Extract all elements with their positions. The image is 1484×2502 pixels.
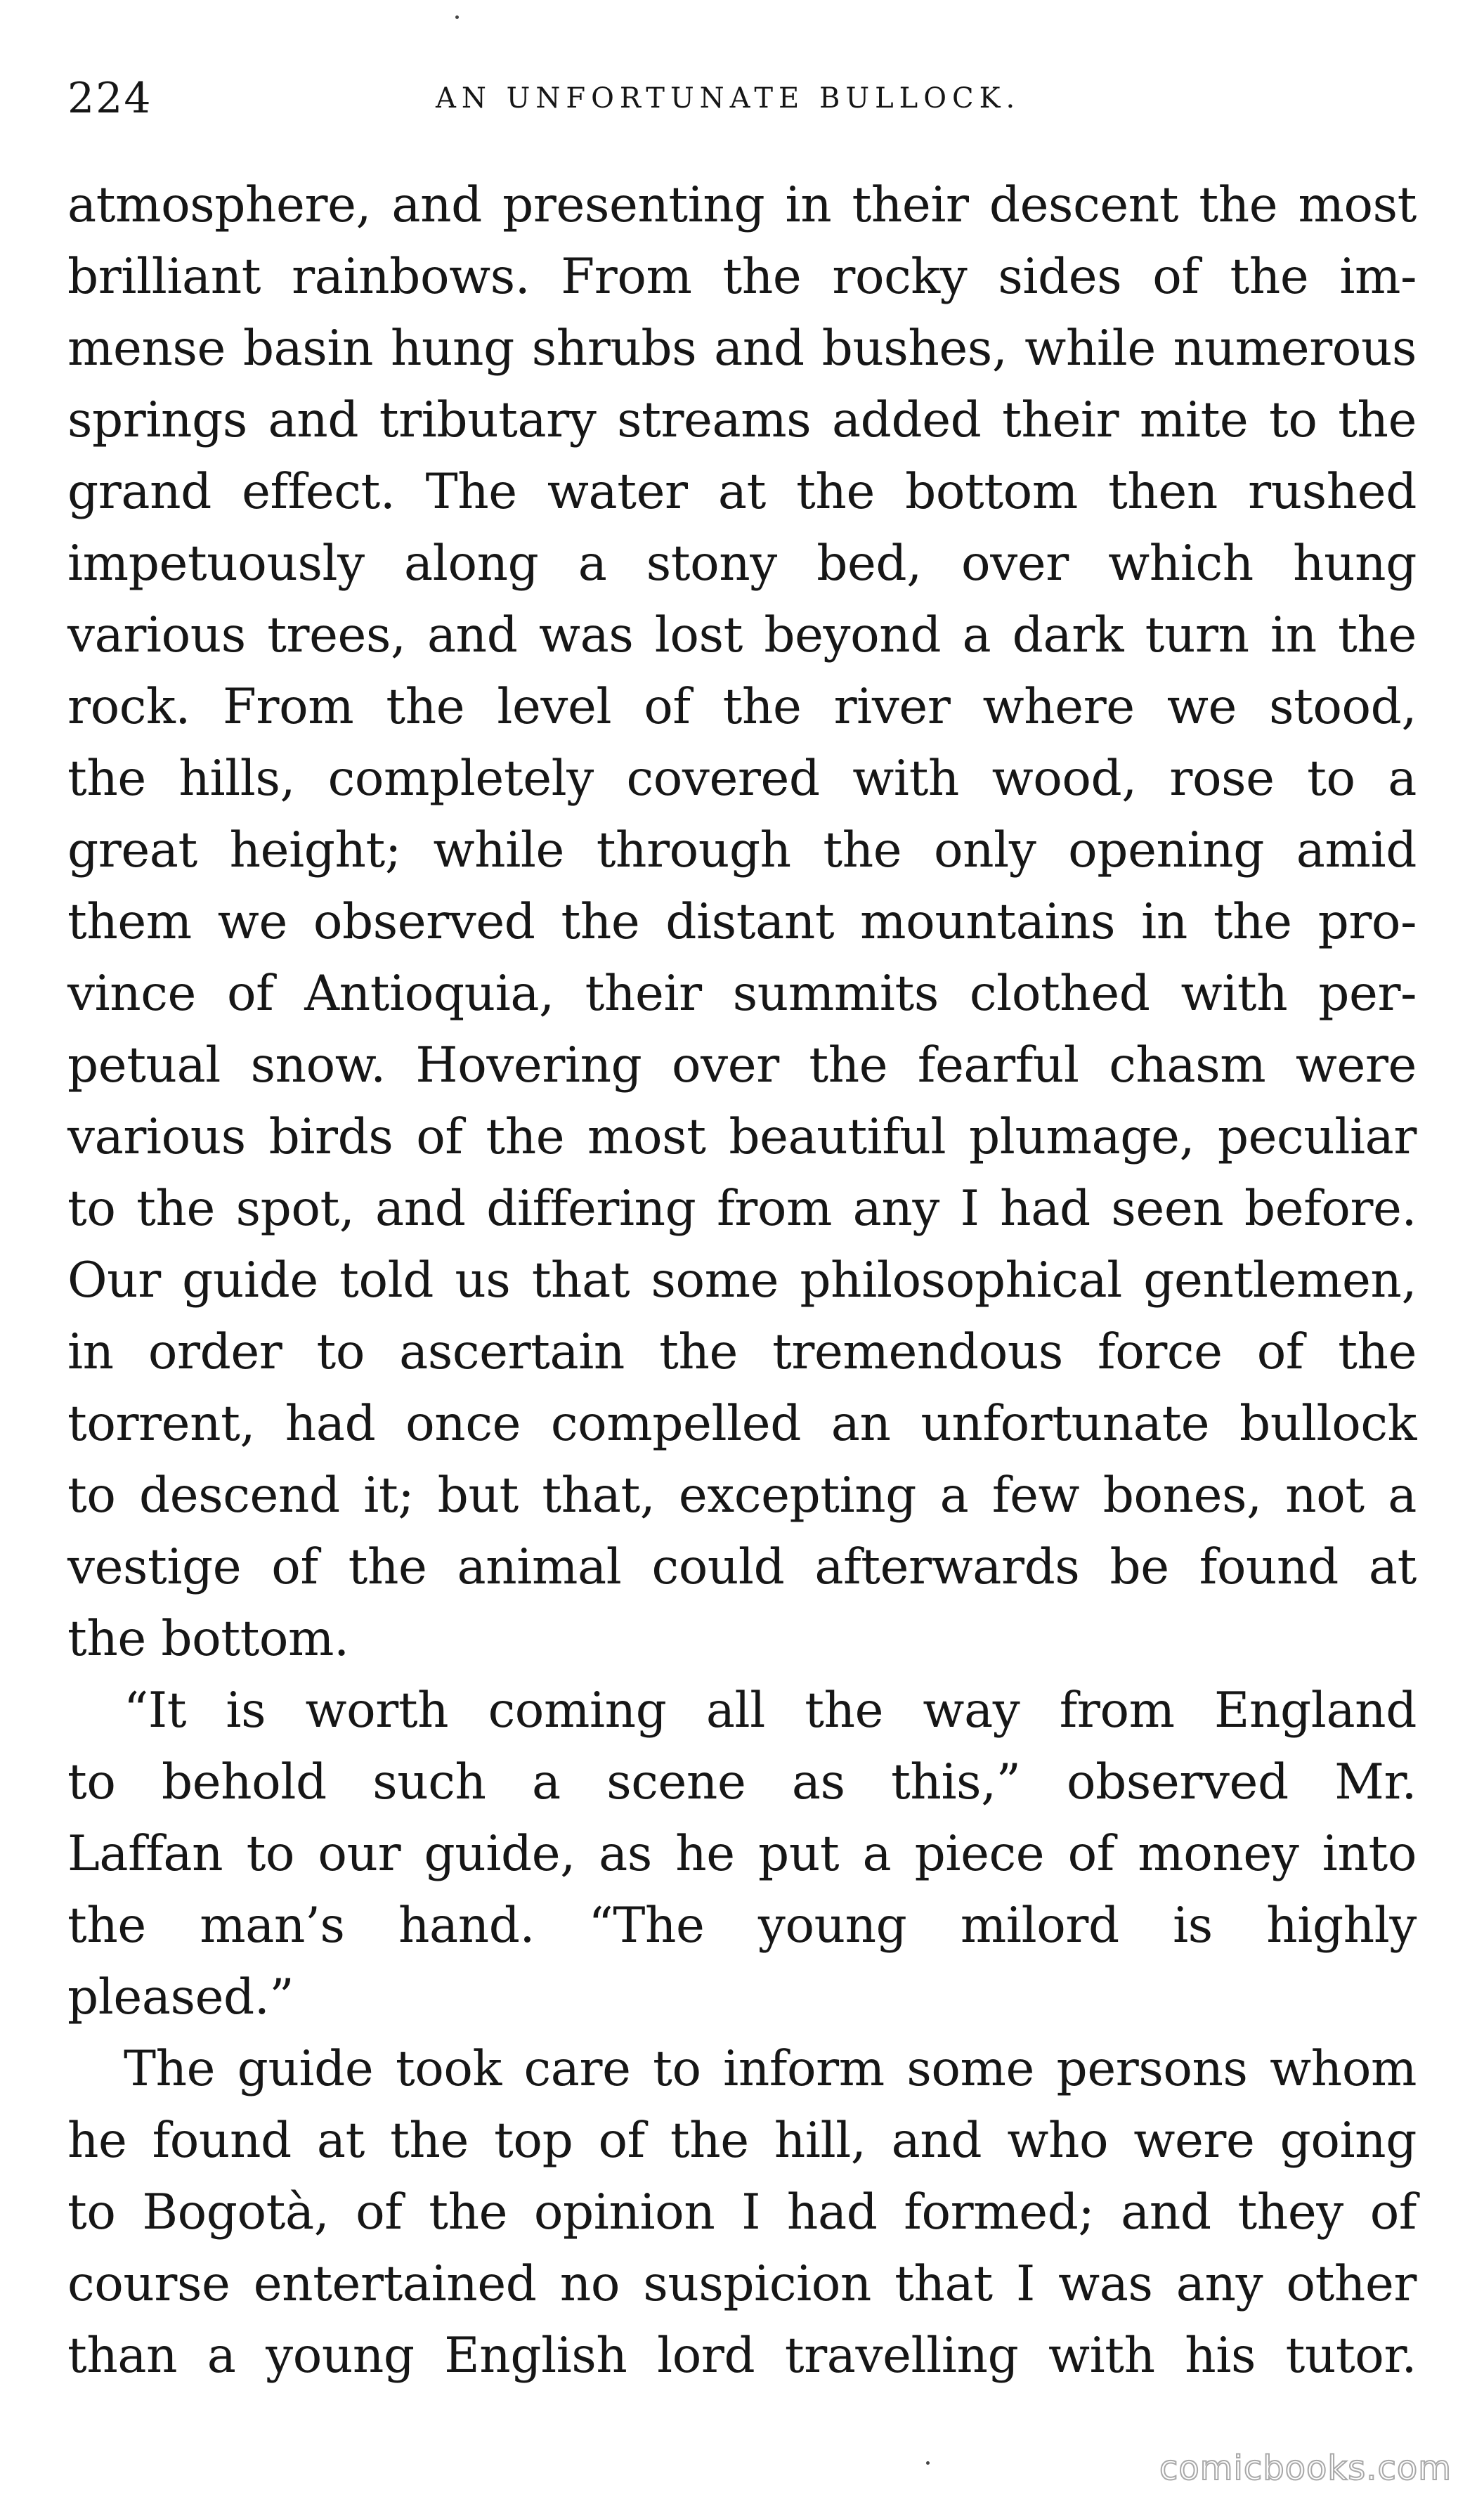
text-line: brilliant rainbows. From the rocky sides of the im- (67, 249, 1417, 305)
text-line: “It is worth coming all the way from England (124, 1683, 1417, 1739)
text-line: the hills, completely covered with wood, rose to a (67, 751, 1417, 807)
text-line: various birds of the most beautiful plumage, peculiar (67, 1109, 1417, 1165)
text-line: he found at the top of the hill, and who were going (67, 2113, 1417, 2169)
text-line: than a young English lord travelling with his tutor. (67, 2328, 1417, 2384)
text-line: to the spot, and differing from any I had seen before. (67, 1181, 1417, 1237)
text-line: course entertained no suspicion that I was any other (67, 2256, 1417, 2312)
text-line: various trees, and was lost beyond a dark turn in the (67, 607, 1417, 663)
text-line: petual snow. Hovering over the fearful chasm were (67, 1037, 1417, 1094)
text-line: torrent, had once compelled an unfortunate bullock (67, 1396, 1417, 1452)
running-title: AN UNFORTUNATE BULLOCK. (436, 82, 1021, 115)
text-line: impetuously along a stony bed, over which hung (67, 536, 1417, 592)
page-header (67, 67, 1417, 130)
text-line: to Bogotà, of the opinion I had formed; and they of (67, 2184, 1417, 2241)
text-line: atmosphere, and presenting in their descent the most (67, 177, 1417, 233)
text-line: vince of Antioquia, their summits clothed with per- (67, 966, 1417, 1022)
text-line: the bottom. (67, 1611, 349, 1667)
body-text (67, 169, 1417, 2392)
text-line: great height; while through the only opening amid (67, 822, 1417, 879)
text-line: them we observed the distant mountains in the pro- (67, 894, 1417, 950)
text-line: Our guide told us that some philosophical gentlemen, (67, 1252, 1417, 1309)
text-line: vestige of the animal could afterwards be found at (67, 1539, 1417, 1595)
text-line: Laffan to our guide, as he put a piece of money into (67, 1826, 1417, 1882)
text-line: rock. From the level of the river where we stood, (67, 679, 1417, 735)
text-line: pleased.” (67, 1969, 294, 2025)
print-speck (926, 2461, 930, 2465)
print-speck (455, 15, 459, 19)
watermark: comicbooks.com (1159, 2449, 1452, 2488)
text-line: to behold such a scene as this,” observed Mr. (67, 1754, 1417, 1810)
text-line: in order to ascertain the tremendous force of the (67, 1324, 1417, 1380)
text-line: the man’s hand. “The young milord is highly (67, 1898, 1417, 1954)
text-line: mense basin hung shrubs and bushes, while numerous (67, 320, 1417, 377)
page-number: 224 (67, 74, 152, 123)
text-line: grand effect. The water at the bottom then rushed (67, 464, 1417, 520)
text-line: springs and tributary streams added their mite to the (67, 392, 1417, 448)
text-line: to descend it; but that, excepting a few bones, not a (67, 1467, 1417, 1524)
text-line: The guide took care to inform some persons whom (124, 2041, 1417, 2097)
